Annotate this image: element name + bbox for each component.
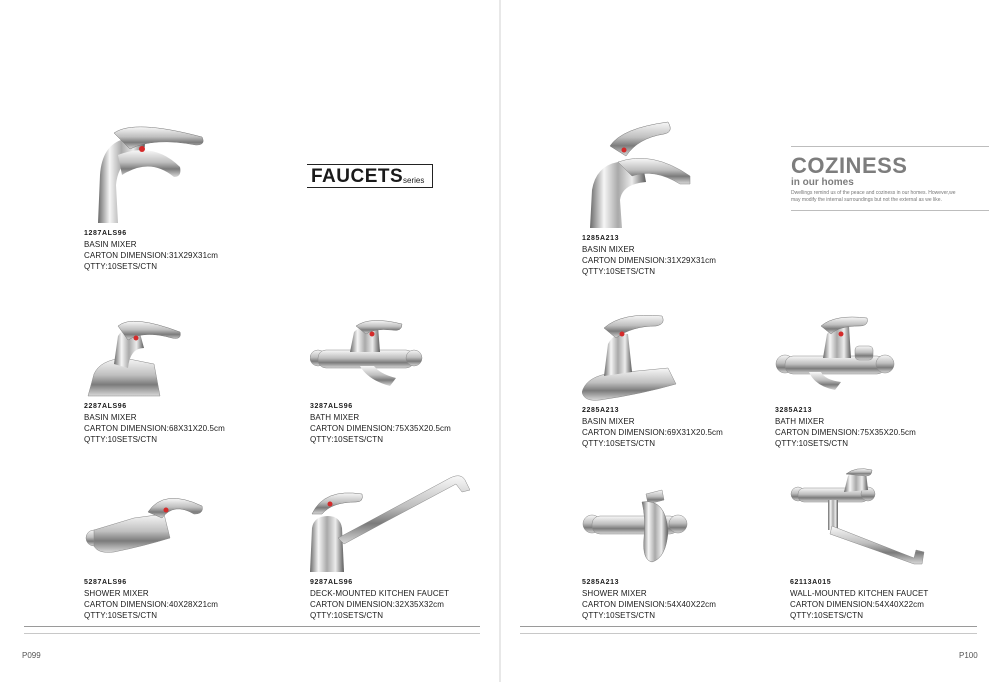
- basin-mixer-icon: [582, 312, 722, 402]
- section-title: [307, 164, 433, 188]
- carton-dimension: CARTON DIMENSION:54X40X22cm: [790, 600, 925, 609]
- product-2287ALS96: [84, 308, 264, 445]
- product-code: 5287ALS96: [84, 579, 127, 586]
- product-62113A015: [790, 468, 990, 621]
- quantity: QTTY:10SETS/CTN: [84, 611, 158, 620]
- product-5287ALS96: [84, 478, 264, 621]
- quantity: QTTY:10SETS/CTN: [582, 439, 656, 448]
- product-code: 2285A213: [582, 407, 620, 414]
- basin-mixer-icon: [582, 120, 722, 230]
- carton-dimension: CARTON DIMENSION:54X40X22cm: [582, 600, 717, 609]
- quantity: QTTY:10SETS/CTN: [582, 267, 656, 276]
- product-code: 1287ALS96: [84, 230, 127, 237]
- quantity: QTTY:10SETS/CTN: [582, 611, 656, 620]
- kitchen-faucet-icon: [310, 468, 470, 574]
- quantity: QTTY:10SETS/CTN: [775, 439, 849, 448]
- product-code: 3285A213: [775, 407, 813, 414]
- product-code: 3287ALS96: [310, 403, 353, 410]
- product-name: SHOWER MIXER: [84, 589, 149, 598]
- carton-dimension: CARTON DIMENSION:69X31X20.5cm: [582, 428, 723, 437]
- product-5285A213: [582, 478, 762, 621]
- section-title-sub: series: [403, 176, 425, 185]
- product-code: 62113A015: [790, 579, 832, 586]
- product-name: BATH MIXER: [775, 417, 825, 426]
- shower-mixer-icon: [84, 478, 224, 574]
- carton-dimension: CARTON DIMENSION:31X29X31cm: [582, 256, 717, 265]
- quantity: QTTY:10SETS/CTN: [84, 435, 158, 444]
- product-name: DECK-MOUNTED KITCHEN FAUCET: [310, 589, 450, 598]
- carton-dimension: CARTON DIMENSION:40X28X21cm: [84, 600, 219, 609]
- product-name: WALL-MOUNTED KITCHEN FAUCET: [790, 589, 929, 598]
- carton-dimension: CARTON DIMENSION:75X35X20.5cm: [310, 424, 451, 433]
- product-name: BASIN MIXER: [582, 245, 635, 254]
- footer-rule: [520, 633, 977, 634]
- feature-heading: COZINESS: [791, 153, 908, 178]
- product-3287ALS96: [310, 308, 490, 445]
- product-2285A213: [582, 312, 762, 449]
- product-1285A213: [582, 120, 762, 277]
- feature-body: Dwellings remind us of the peace and coziness in our homes. However,we may modify the internal surroundings but not the external as we like.: [791, 190, 956, 203]
- page-number: P100: [959, 651, 978, 660]
- product-name: BASIN MIXER: [582, 417, 635, 426]
- quantity: QTTY:10SETS/CTN: [790, 611, 864, 620]
- product-3285A213: [775, 312, 955, 449]
- carton-dimension: CARTON DIMENSION:32X35X32cm: [310, 600, 445, 609]
- left-page: [0, 0, 499, 682]
- bath-mixer-icon: [310, 308, 450, 398]
- product-code: 1285A213: [582, 235, 620, 242]
- bath-mixer-icon: [775, 312, 915, 402]
- product-9287ALS96: [310, 468, 500, 621]
- carton-dimension: CARTON DIMENSION:75X35X20.5cm: [775, 428, 916, 437]
- footer-rule: [24, 626, 480, 627]
- product-code: 9287ALS96: [310, 579, 353, 586]
- footer-rule: [24, 633, 480, 634]
- product-name: BASIN MIXER: [84, 240, 137, 249]
- wall-kitchen-faucet-icon: [790, 468, 930, 574]
- basin-mixer-icon: [84, 308, 224, 398]
- coziness-feature: [791, 146, 989, 211]
- product-name: BATH MIXER: [310, 413, 360, 422]
- product-name: BASIN MIXER: [84, 413, 137, 422]
- footer-rule: [520, 626, 977, 627]
- product-code: 5285A213: [582, 579, 620, 586]
- quantity: QTTY:10SETS/CTN: [310, 611, 384, 620]
- feature-top-rule: [791, 146, 989, 147]
- feature-bottom-rule: [791, 210, 989, 211]
- section-title-main: FAUCETS: [311, 166, 404, 187]
- feature-subheading: in our homes: [791, 177, 854, 188]
- product-name: SHOWER MIXER: [582, 589, 647, 598]
- carton-dimension: CARTON DIMENSION:31X29X31cm: [84, 251, 219, 260]
- carton-dimension: CARTON DIMENSION:68X31X20.5cm: [84, 424, 225, 433]
- product-code: 2287ALS96: [84, 403, 127, 410]
- quantity: QTTY:10SETS/CTN: [84, 262, 158, 271]
- right-page: [501, 0, 1000, 682]
- page-number: P099: [22, 651, 41, 660]
- product-1287ALS96: [84, 115, 264, 272]
- shower-mixer-icon: [582, 478, 722, 574]
- basin-mixer-icon: [84, 115, 224, 225]
- quantity: QTTY:10SETS/CTN: [310, 435, 384, 444]
